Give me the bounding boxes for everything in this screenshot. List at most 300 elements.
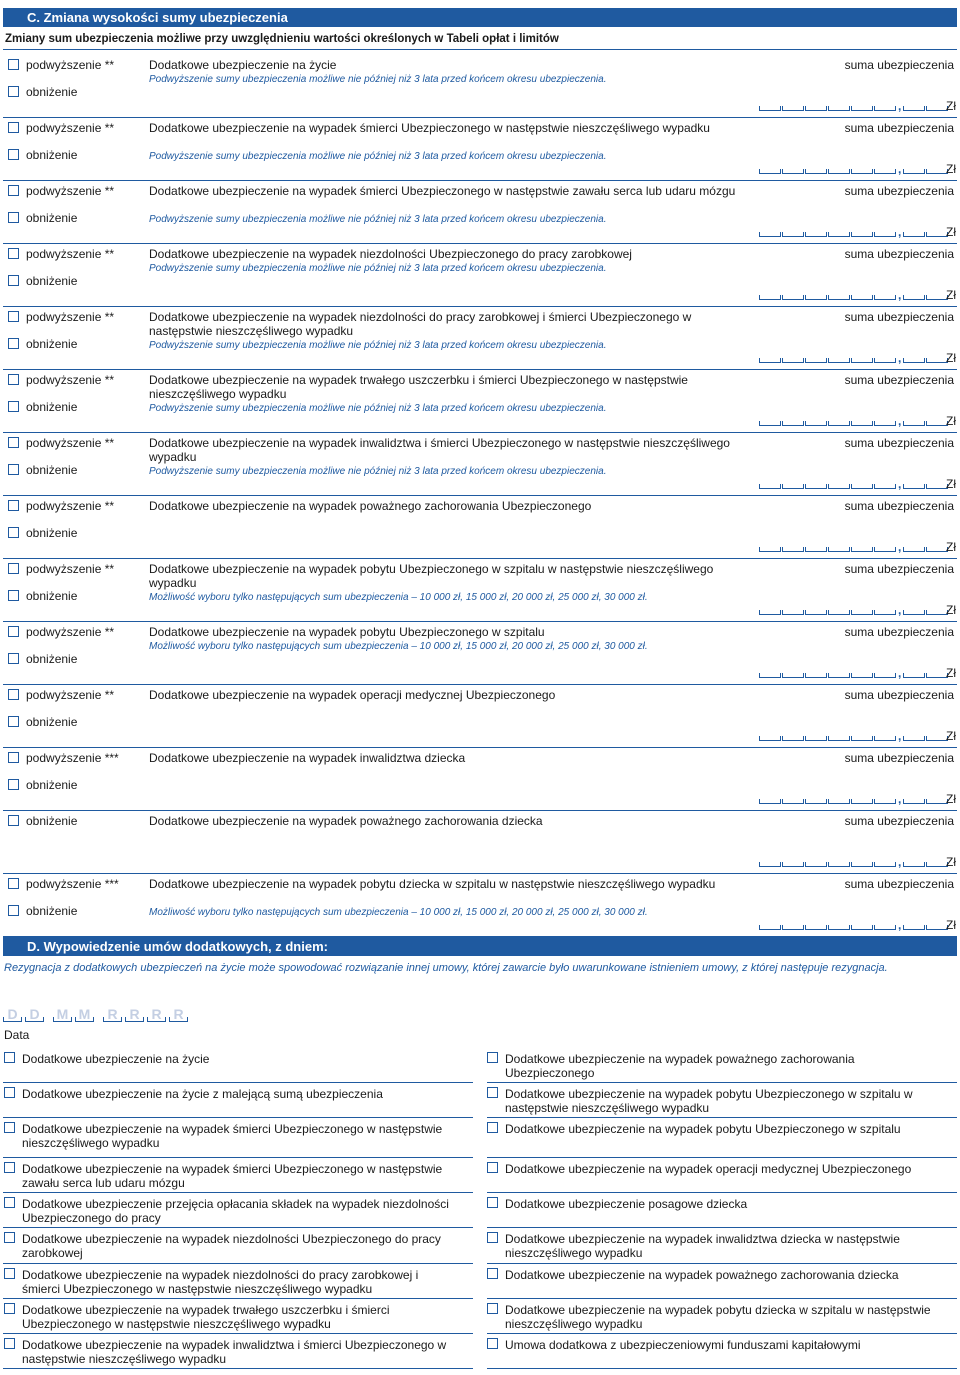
decimal-cell — [903, 484, 925, 489]
coverage-title: Dodatkowe ubezpieczenie na wypadek pobytu Ubezpieczonego w szpitalu w następstwie nieszczęśliwego wypadku — [149, 562, 714, 590]
digit-cell — [828, 232, 850, 237]
decimal-cell — [926, 673, 948, 678]
sum-change-row — [0, 118, 960, 181]
option-divider — [487, 1082, 957, 1083]
decrease-label: obniżenie — [26, 526, 78, 540]
sum-change-row — [0, 622, 960, 685]
option-divider — [487, 1192, 957, 1193]
digit-cell — [851, 673, 873, 678]
digit-cell — [759, 673, 781, 678]
digit-cell — [759, 862, 781, 867]
increase-label: podwyższenie ** — [26, 625, 115, 639]
decrease-checkbox[interactable] — [8, 653, 19, 664]
option-divider — [487, 1117, 957, 1118]
option-label: Dodatkowe ubezpieczenie na życie — [22, 1052, 210, 1066]
option-label: Dodatkowe ubezpieczenie na wypadek inwalidztwa dziecka w następstwie nieszczęśliwego wypadku — [505, 1232, 900, 1260]
coverage-note: Podwyższenie sumy ubezpieczenia możliwe nie później niż 3 lata przed końcem okresu ubezpieczenia. — [149, 340, 607, 351]
sum-change-row — [0, 496, 960, 559]
increase-checkbox[interactable] — [8, 185, 19, 196]
digit-cell — [805, 169, 827, 174]
coverage-note: Podwyższenie sumy ubezpieczenia możliwe nie później niż 3 lata przed końcem okresu ubezpieczenia. — [149, 151, 607, 162]
increase-label: podwyższenie *** — [26, 877, 119, 891]
digit-cell — [805, 232, 827, 237]
digit-cell — [805, 547, 827, 552]
digit-cell — [874, 106, 896, 111]
digit-cell — [874, 610, 896, 615]
digit-cell — [759, 169, 781, 174]
decrease-label: obniżenie — [26, 778, 78, 792]
digit-cell — [828, 610, 850, 615]
terminate-checkbox[interactable] — [487, 1087, 498, 1098]
decimal-cell — [926, 925, 948, 930]
digit-cell — [782, 169, 804, 174]
coverage-title: Dodatkowe ubezpieczenie na wypadek trwałego uszczerbku i śmierci Ubezpieczonego w następstwie nieszczęśliwego wypadku — [149, 373, 688, 401]
option-divider — [3, 1227, 473, 1228]
increase-label: podwyższenie ** — [26, 121, 115, 135]
currency-label: Zł — [946, 414, 956, 428]
increase-label: podwyższenie *** — [26, 751, 119, 765]
sum-amount-input[interactable] — [759, 286, 957, 302]
digit-cell — [828, 799, 850, 804]
coverage-note: Podwyższenie sumy ubezpieczenia możliwe nie później niż 3 lata przed końcem okresu ubezpieczenia. — [149, 214, 607, 225]
digit-cell — [874, 862, 896, 867]
increase-checkbox[interactable] — [8, 248, 19, 259]
increase-checkbox[interactable] — [8, 374, 19, 385]
digit-cell — [805, 673, 827, 678]
digit-cell — [759, 610, 781, 615]
decimal-cell — [926, 862, 948, 867]
digit-cell — [805, 421, 827, 426]
option-label: Dodatkowe ubezpieczenie na wypadek pobytu Ubezpieczonego w szpitalu — [505, 1122, 901, 1136]
sum-change-row — [0, 370, 960, 433]
option-divider — [487, 1263, 957, 1264]
decimal-cell — [903, 232, 925, 237]
decimal-cell — [903, 358, 925, 363]
option-divider — [3, 1263, 473, 1264]
decimal-cell — [926, 484, 948, 489]
date-placeholder: R — [107, 1006, 118, 1022]
decimal-cell — [926, 610, 948, 615]
increase-label: podwyższenie ** — [26, 499, 115, 513]
digit-cell — [805, 358, 827, 363]
coverage-title: Dodatkowe ubezpieczenie na wypadek pobytu Ubezpieczonego w szpitalu — [149, 625, 545, 639]
option-label: Umowa dodatkowa z ubezpieczeniowymi funduszami kapitałowymi — [505, 1338, 861, 1352]
date-placeholder: D — [7, 1006, 18, 1022]
terminate-checkbox[interactable] — [4, 1338, 15, 1349]
terminate-checkbox[interactable] — [487, 1268, 498, 1279]
currency-label: Zł — [946, 288, 956, 302]
currency-label: Zł — [946, 477, 956, 491]
option-label: Dodatkowe ubezpieczenie na wypadek poważnego zachorowania dziecka — [505, 1268, 899, 1282]
section-d-header: D. Wypowiedzenie umów dodatkowych, z dniem: — [3, 937, 957, 956]
increase-label: podwyższenie ** — [26, 184, 115, 198]
sum-amount-input[interactable] — [759, 853, 957, 869]
option-divider — [487, 1298, 957, 1299]
coverage-title: Dodatkowe ubezpieczenie na wypadek niezdolności do pracy zarobkowej i śmierci Ubezpieczonego w następstwie nieszczęśliwego wypadku — [149, 310, 692, 338]
sum-amount-input[interactable] — [759, 601, 957, 617]
digit-cell — [828, 169, 850, 174]
currency-label: Zł — [946, 603, 956, 617]
decrease-label: obniżenie — [26, 148, 78, 162]
decrease-checkbox[interactable] — [8, 716, 19, 727]
increase-checkbox[interactable] — [8, 626, 19, 637]
terminate-checkbox[interactable] — [487, 1052, 498, 1063]
option-label: Dodatkowe ubezpieczenie na wypadek pobytu dziecka w szpitalu w następstwie nieszczęśliwego wypadku — [505, 1303, 931, 1331]
coverage-note: Podwyższenie sumy ubezpieczenia możliwe nie później niż 3 lata przed końcem okresu ubezpieczenia. — [149, 263, 607, 274]
digit-cell — [828, 925, 850, 930]
sum-change-row — [0, 307, 960, 370]
increase-label: podwyższenie ** — [26, 247, 115, 261]
digit-cell — [782, 295, 804, 300]
digit-cell — [828, 484, 850, 489]
decimal-comma: , — [898, 540, 902, 554]
coverage-note: Podwyższenie sumy ubezpieczenia możliwe nie później niż 3 lata przed końcem okresu ubezpieczenia. — [149, 466, 607, 477]
option-divider — [3, 1157, 473, 1158]
coverage-title: Dodatkowe ubezpieczenie na wypadek niezdolności Ubezpieczonego do pracy zarobkowej — [149, 247, 632, 261]
decimal-cell — [926, 736, 948, 741]
digit-cell — [782, 925, 804, 930]
digit-cell — [759, 799, 781, 804]
sum-change-row — [0, 874, 960, 937]
option-divider — [3, 1368, 473, 1369]
digit-cell — [851, 295, 873, 300]
digit-cell — [782, 484, 804, 489]
digit-cell — [851, 169, 873, 174]
decrease-checkbox[interactable] — [8, 464, 19, 475]
decimal-cell — [903, 736, 925, 741]
digit-cell — [851, 610, 873, 615]
decrease-label: obniżenie — [26, 274, 78, 288]
decimal-cell — [926, 232, 948, 237]
decrease-checkbox[interactable] — [8, 338, 19, 349]
digit-cell — [805, 295, 827, 300]
terminate-checkbox[interactable] — [487, 1338, 498, 1349]
option-divider — [3, 1298, 473, 1299]
option-label: Dodatkowe ubezpieczenie na wypadek pobytu Ubezpieczonego w szpitalu w następstwie nieszczęśliwego wypadku — [505, 1087, 913, 1115]
digit-cell — [874, 673, 896, 678]
sum-amount-input[interactable] — [759, 97, 957, 113]
digit-cell — [874, 295, 896, 300]
digit-cell — [828, 106, 850, 111]
coverage-title: Dodatkowe ubezpieczenie na wypadek śmierci Ubezpieczonego w następstwie zawału serca lub udaru mózgu — [149, 184, 736, 198]
decrease-label: obniżenie — [26, 85, 78, 99]
digit-cell — [759, 547, 781, 552]
digit-cell — [805, 925, 827, 930]
decimal-cell — [926, 169, 948, 174]
decrease-checkbox[interactable] — [8, 815, 19, 826]
digit-cell — [759, 736, 781, 741]
decrease-checkbox[interactable] — [8, 149, 19, 160]
sum-amount-input[interactable] — [759, 160, 957, 176]
currency-label: Zł — [946, 351, 956, 365]
option-divider — [487, 1368, 957, 1369]
digit-cell — [782, 862, 804, 867]
digit-cell — [828, 673, 850, 678]
date-placeholder: M — [56, 1006, 69, 1022]
decrease-checkbox[interactable] — [8, 905, 19, 916]
decimal-cell — [903, 169, 925, 174]
increase-checkbox[interactable] — [8, 122, 19, 133]
digit-cell — [828, 862, 850, 867]
digit-cell — [782, 673, 804, 678]
terminate-checkbox[interactable] — [4, 1232, 15, 1243]
terminate-checkbox[interactable] — [4, 1122, 15, 1133]
digit-cell — [851, 232, 873, 237]
sum-label: suma ubezpieczenia — [844, 310, 954, 324]
digit-cell — [782, 799, 804, 804]
digit-cell — [851, 736, 873, 741]
decimal-comma: , — [898, 855, 902, 869]
decrease-label: obniżenie — [26, 463, 78, 477]
decimal-cell — [903, 421, 925, 426]
option-divider — [3, 1192, 473, 1193]
digit-cell — [805, 799, 827, 804]
decimal-comma: , — [898, 918, 902, 932]
sum-change-row — [0, 559, 960, 622]
sum-amount-input[interactable] — [759, 475, 957, 491]
option-label: Dodatkowe ubezpieczenie na wypadek poważnego zachorowania Ubezpieczonego — [505, 1052, 855, 1080]
terminate-checkbox[interactable] — [487, 1197, 498, 1208]
digit-cell — [782, 610, 804, 615]
coverage-note: Możliwość wyboru tylko następujących sum ubezpieczenia – 10 000 zł, 15 000 zł, 20 000 zł, 25 000 zł, 30 000 zł. — [149, 907, 648, 918]
sum-amount-input[interactable] — [759, 664, 957, 680]
decimal-cell — [926, 295, 948, 300]
increase-checkbox[interactable] — [8, 311, 19, 322]
digit-cell — [782, 736, 804, 741]
sum-amount-input[interactable] — [759, 538, 957, 554]
coverage-note: Możliwość wyboru tylko następujących sum ubezpieczenia – 10 000 zł, 15 000 zł, 20 000 zł, 25 000 zł, 30 000 zł. — [149, 592, 648, 603]
decimal-comma: , — [898, 666, 902, 680]
digit-cell — [874, 169, 896, 174]
coverage-note: Podwyższenie sumy ubezpieczenia możliwe nie później niż 3 lata przed końcem okresu ubezpieczenia. — [149, 74, 607, 85]
increase-checkbox[interactable] — [8, 59, 19, 70]
digit-cell — [828, 736, 850, 741]
digit-cell — [759, 232, 781, 237]
sum-label: suma ubezpieczenia — [844, 121, 954, 135]
option-label: Dodatkowe ubezpieczenie na wypadek śmierci Ubezpieczonego w następstwie nieszczęśliwego wypadku — [22, 1122, 443, 1150]
coverage-title: Dodatkowe ubezpieczenie na wypadek śmierci Ubezpieczonego w następstwie nieszczęśliwego wypadku — [149, 121, 710, 135]
sum-amount-input[interactable] — [759, 349, 957, 365]
sum-label: suma ubezpieczenia — [844, 247, 954, 261]
sum-amount-input[interactable] — [759, 412, 957, 428]
sum-change-row — [0, 181, 960, 244]
decimal-cell — [903, 673, 925, 678]
currency-label: Zł — [946, 729, 956, 743]
sum-amount-input[interactable] — [759, 223, 957, 239]
date-placeholder: D — [29, 1006, 40, 1022]
terminate-checkbox[interactable] — [4, 1268, 15, 1279]
coverage-title: Dodatkowe ubezpieczenie na wypadek inwalidztwa dziecka — [149, 751, 466, 765]
decimal-cell — [903, 547, 925, 552]
decimal-comma: , — [898, 225, 902, 239]
digit-cell — [851, 547, 873, 552]
increase-checkbox[interactable] — [8, 752, 19, 763]
increase-checkbox[interactable] — [8, 689, 19, 700]
digit-cell — [828, 358, 850, 363]
date-placeholder: M — [78, 1006, 91, 1022]
coverage-title: Dodatkowe ubezpieczenie na wypadek pobytu dziecka w szpitalu w następstwie nieszczęśliwego wypadku — [149, 877, 716, 891]
sum-label: suma ubezpieczenia — [844, 625, 954, 639]
decimal-cell — [926, 799, 948, 804]
decimal-cell — [903, 295, 925, 300]
terminate-checkbox[interactable] — [4, 1052, 15, 1063]
digit-cell — [874, 736, 896, 741]
decimal-cell — [903, 925, 925, 930]
decimal-comma: , — [898, 792, 902, 806]
terminate-checkbox[interactable] — [487, 1303, 498, 1314]
digit-cell — [851, 862, 873, 867]
digit-cell — [874, 547, 896, 552]
decrease-label: obniżenie — [26, 337, 78, 351]
digit-cell — [828, 421, 850, 426]
sum-change-row — [0, 244, 960, 307]
decrease-checkbox[interactable] — [8, 779, 19, 790]
sum-label: suma ubezpieczenia — [844, 751, 954, 765]
digit-cell — [759, 484, 781, 489]
digit-cell — [805, 736, 827, 741]
digit-cell — [759, 358, 781, 363]
increase-label: podwyższenie ** — [26, 310, 115, 324]
currency-label: Zł — [946, 225, 956, 239]
option-label: Dodatkowe ubezpieczenie na wypadek śmierci Ubezpieczonego w następstwie zawału serca lub udaru mózgu — [22, 1162, 443, 1190]
decrease-label: obniżenie — [26, 715, 78, 729]
digit-cell — [851, 925, 873, 930]
option-divider — [487, 1333, 957, 1334]
option-label: Dodatkowe ubezpieczenie na wypadek operacji medycznej Ubezpieczonego — [505, 1162, 912, 1176]
terminate-checkbox[interactable] — [487, 1232, 498, 1243]
section-c-header: C. Zmiana wysokości sumy ubezpieczenia — [3, 8, 957, 27]
currency-label: Zł — [946, 540, 956, 554]
sum-change-row — [0, 811, 960, 874]
sum-label: suma ubezpieczenia — [844, 499, 954, 513]
increase-checkbox[interactable] — [8, 563, 19, 574]
decrease-label: obniżenie — [26, 904, 78, 918]
digit-cell — [805, 610, 827, 615]
decrease-checkbox[interactable] — [8, 590, 19, 601]
option-label: Dodatkowe ubezpieczenie na wypadek niezdolności do pracy zarobkowej i śmierci Ubezpieczonego w następstwie nieszczęśliwego wypadku — [22, 1268, 419, 1296]
sum-label: suma ubezpieczenia — [844, 688, 954, 702]
digit-cell — [805, 862, 827, 867]
currency-label: Zł — [946, 855, 956, 869]
digit-cell — [851, 106, 873, 111]
sum-change-row — [0, 685, 960, 748]
divider — [3, 49, 957, 50]
increase-label: podwyższenie ** — [26, 58, 115, 72]
increase-label: podwyższenie ** — [26, 436, 115, 450]
digit-cell — [782, 421, 804, 426]
decimal-comma: , — [898, 414, 902, 428]
digit-cell — [759, 925, 781, 930]
sum-amount-input[interactable] — [759, 727, 957, 743]
terminate-checkbox[interactable] — [4, 1087, 15, 1098]
digit-cell — [851, 799, 873, 804]
coverage-title: Dodatkowe ubezpieczenie na wypadek operacji medycznej Ubezpieczonego — [149, 688, 556, 702]
digit-cell — [851, 421, 873, 426]
date-input[interactable] — [3, 1006, 193, 1024]
sum-label: suma ubezpieczenia — [844, 184, 954, 198]
option-label: Dodatkowe ubezpieczenie na wypadek niezdolności Ubezpieczonego do pracy zarobkowej — [22, 1232, 441, 1260]
decrease-label: obniżenie — [26, 400, 78, 414]
increase-label: podwyższenie ** — [26, 562, 115, 576]
decrease-label: obniżenie — [26, 589, 78, 603]
currency-label: Zł — [946, 792, 956, 806]
decrease-label: obniżenie — [26, 211, 78, 225]
decimal-comma: , — [898, 351, 902, 365]
decrease-checkbox[interactable] — [8, 86, 19, 97]
option-divider — [487, 1157, 957, 1158]
digit-cell — [759, 106, 781, 111]
sum-change-row — [0, 433, 960, 496]
coverage-note: Możliwość wyboru tylko następujących sum ubezpieczenia – 10 000 zł, 15 000 zł, 20 000 zł, 25 000 zł, 30 000 zł. — [149, 641, 648, 652]
decimal-comma: , — [898, 477, 902, 491]
date-placeholder: R — [173, 1006, 184, 1022]
option-label: Dodatkowe ubezpieczenie przejęcia opłacania składek na wypadek niezdolności Ubezpieczonego do pracy — [22, 1197, 449, 1225]
date-placeholder: R — [129, 1006, 140, 1022]
decimal-comma: , — [898, 162, 902, 176]
decimal-cell — [926, 358, 948, 363]
coverage-note: Podwyższenie sumy ubezpieczenia możliwe nie później niż 3 lata przed końcem okresu ubezpieczenia. — [149, 403, 607, 414]
decimal-comma: , — [898, 288, 902, 302]
digit-cell — [851, 484, 873, 489]
section-d-note: Rezygnacja z dodatkowych ubezpieczeń na życie może spowodować rozwiązanie innej umowy, której zawarcie było uwarunkowane istnieniem umowy, z której następuje rezygnacja. — [4, 962, 888, 974]
digit-cell — [874, 421, 896, 426]
option-divider — [3, 1082, 473, 1083]
option-label: Dodatkowe ubezpieczenie na wypadek inwalidztwa i śmierci Ubezpieczonego w następstwie nieszczęśliwego wypadku — [22, 1338, 447, 1366]
coverage-title: Dodatkowe ubezpieczenie na życie — [149, 58, 337, 72]
sum-change-row — [0, 748, 960, 811]
terminate-checkbox[interactable] — [4, 1303, 15, 1314]
option-divider — [3, 1333, 473, 1334]
increase-label: podwyższenie ** — [26, 373, 115, 387]
decrease-checkbox[interactable] — [8, 401, 19, 412]
increase-checkbox[interactable] — [8, 878, 19, 889]
coverage-title: Dodatkowe ubezpieczenie na wypadek inwalidztwa i śmierci Ubezpieczonego w następstwie nieszczęśliwego wypadku — [149, 436, 730, 464]
decrease-checkbox[interactable] — [8, 527, 19, 538]
decrease-label: obniżenie — [26, 814, 78, 828]
decimal-cell — [926, 106, 948, 111]
coverage-title: Dodatkowe ubezpieczenie na wypadek poważnego zachorowania Ubezpieczonego — [149, 499, 592, 513]
terminate-checkbox[interactable] — [4, 1197, 15, 1208]
option-label: Dodatkowe ubezpieczenie posagowe dziecka — [505, 1197, 748, 1211]
digit-cell — [782, 358, 804, 363]
sum-label: suma ubezpieczenia — [844, 562, 954, 576]
sum-amount-input[interactable] — [759, 916, 957, 932]
decrease-checkbox[interactable] — [8, 275, 19, 286]
digit-cell — [782, 106, 804, 111]
increase-checkbox[interactable] — [8, 500, 19, 511]
sum-label: suma ubezpieczenia — [844, 58, 954, 72]
sum-label: suma ubezpieczenia — [844, 814, 954, 828]
terminate-checkbox[interactable] — [487, 1122, 498, 1133]
sum-label: suma ubezpieczenia — [844, 877, 954, 891]
option-divider — [487, 1227, 957, 1228]
sum-amount-input[interactable] — [759, 790, 957, 806]
terminate-checkbox[interactable] — [487, 1162, 498, 1173]
digit-cell — [828, 295, 850, 300]
terminate-checkbox[interactable] — [4, 1162, 15, 1173]
date-placeholder: R — [151, 1006, 162, 1022]
increase-checkbox[interactable] — [8, 437, 19, 448]
digit-cell — [805, 484, 827, 489]
digit-cell — [851, 358, 873, 363]
decrease-checkbox[interactable] — [8, 212, 19, 223]
option-label: Dodatkowe ubezpieczenie na życie z malejącą sumą ubezpieczenia — [22, 1087, 383, 1101]
digit-cell — [805, 106, 827, 111]
currency-label: Zł — [946, 918, 956, 932]
currency-label: Zł — [946, 666, 956, 680]
decimal-cell — [903, 799, 925, 804]
coverage-title: Dodatkowe ubezpieczenie na wypadek poważnego zachorowania dziecka — [149, 814, 543, 828]
